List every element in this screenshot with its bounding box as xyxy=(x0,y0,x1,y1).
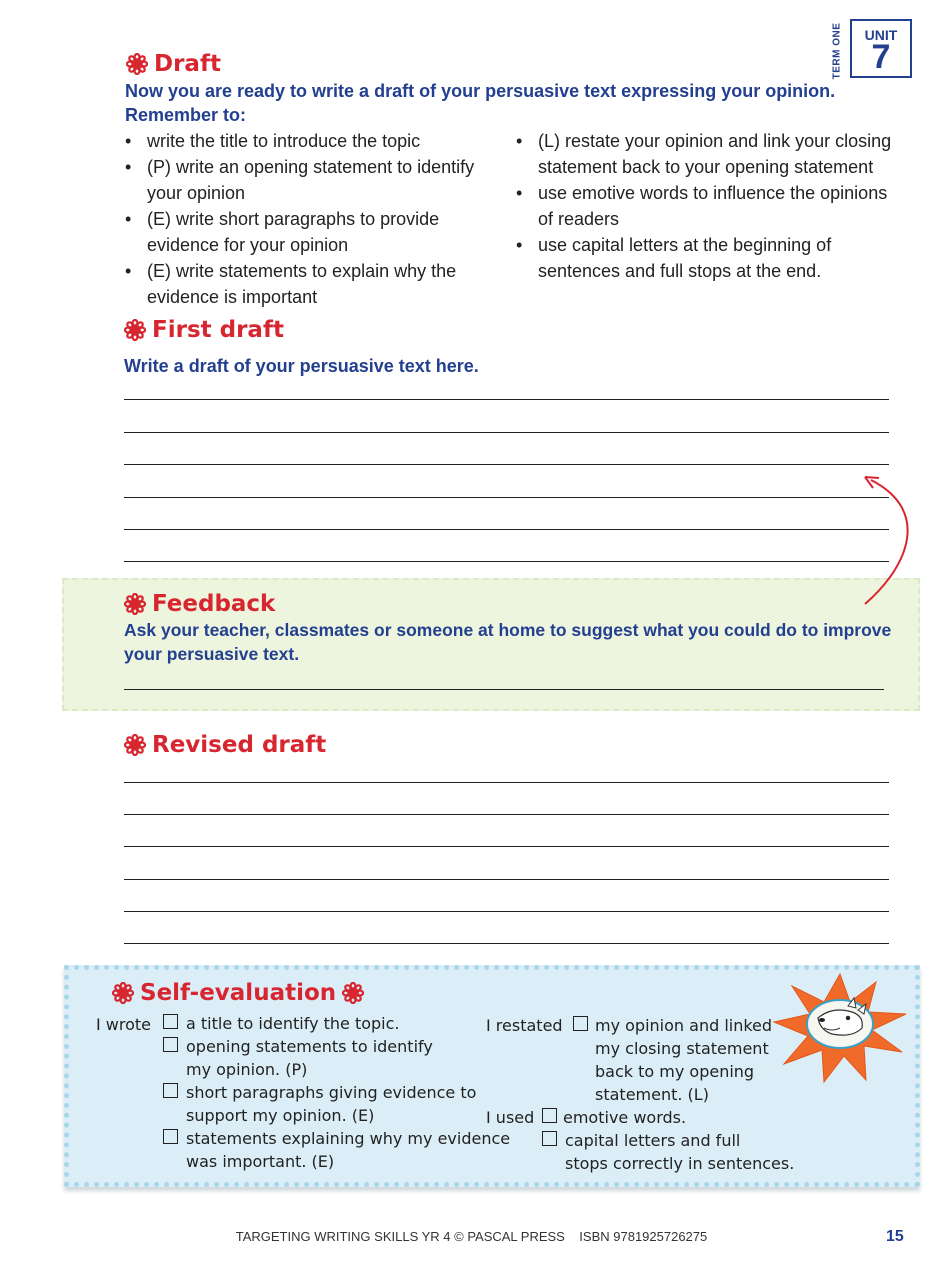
writing-line-11[interactable] xyxy=(124,911,889,912)
draft-intro: Now you are ready to write a draft of your persuasive text expressing your opinion. xyxy=(125,81,836,101)
restated-line-1: my opinion and linked xyxy=(595,1016,773,1035)
page-number: 15 xyxy=(886,1228,904,1245)
writing-line-2[interactable] xyxy=(124,432,889,433)
used-item-2-line-2: stops correctly in sentences. xyxy=(565,1154,795,1173)
term-label: TERM ONE xyxy=(831,22,843,80)
first-draft-instruction: Write a draft of your persuasive text here. xyxy=(124,356,479,376)
i-restated-label: I restated xyxy=(486,1016,563,1035)
draft-title: Draft xyxy=(154,51,221,77)
checkbox-capital-letters[interactable] xyxy=(542,1131,557,1146)
i-wrote-label: I wrote xyxy=(96,1015,152,1034)
flower-icon xyxy=(126,53,148,75)
writing-line-4[interactable] xyxy=(124,497,889,498)
wrote-item-1: a title to identify the topic. xyxy=(186,1014,400,1033)
writing-line-8[interactable] xyxy=(124,814,889,815)
star-mascot-icon xyxy=(772,972,908,1084)
flower-icon xyxy=(124,319,146,341)
writing-line-12[interactable] xyxy=(124,943,889,944)
checkbox-emotive-words[interactable] xyxy=(542,1108,557,1123)
writing-line-1[interactable] xyxy=(124,399,889,400)
revised-draft-heading xyxy=(124,731,326,759)
feedback-writing-line[interactable] xyxy=(124,689,884,690)
first-draft-title: First draft xyxy=(152,317,284,343)
unit-number: 7 xyxy=(871,38,891,76)
unit-badge xyxy=(850,19,912,78)
i-used-label: I used xyxy=(486,1108,535,1127)
feedback-title: Feedback xyxy=(152,591,276,617)
footer-text: TARGETING WRITING SKILLS YR 4 © PASCAL PRESS ISBN 9781925726275 xyxy=(235,1229,708,1244)
checkbox-statements-explaining[interactable] xyxy=(163,1129,178,1144)
flower-icon xyxy=(124,593,146,615)
list-item: • (P) write an opening statement to identify your opinion xyxy=(125,154,495,206)
list-item: • write the title to introduce the topic xyxy=(125,128,495,154)
draft-checklist-left xyxy=(125,128,495,310)
wrote-item-2-line-2: my opinion. (P) xyxy=(186,1060,308,1079)
writing-line-5[interactable] xyxy=(124,529,889,530)
used-item-2-line-1: capital letters and full xyxy=(565,1131,741,1150)
wrote-item-4-line-1: statements explaining why my evidence xyxy=(186,1129,511,1148)
draft-checklist-right xyxy=(516,128,896,284)
restated-line-3: back to my opening xyxy=(595,1062,755,1081)
revised-draft-title: Revised draft xyxy=(152,732,327,758)
unit-label: UNIT xyxy=(864,27,898,43)
writing-line-3[interactable] xyxy=(124,464,889,465)
checkbox-title[interactable] xyxy=(163,1014,178,1029)
wrote-item-4-line-2: was important. (E) xyxy=(186,1152,335,1171)
draft-heading xyxy=(126,50,221,78)
list-item: • (E) write statements to explain why the evidence is important xyxy=(125,258,495,310)
flower-icon xyxy=(112,982,134,1004)
self-evaluation-heading xyxy=(112,979,364,1007)
first-draft-heading xyxy=(124,316,284,344)
writing-line-6[interactable] xyxy=(124,561,889,562)
checkbox-opening-statements[interactable] xyxy=(163,1037,178,1052)
list-item: • (L) restate your opinion and link your closing statement back to your opening statement xyxy=(516,128,896,180)
wrote-item-2-line-1: opening statements to identify xyxy=(186,1037,433,1056)
writing-line-9[interactable] xyxy=(124,846,889,847)
flower-icon xyxy=(342,982,364,1004)
feedback-instruction-line-2: your persuasive text. xyxy=(124,644,300,664)
feedback-instruction-line-1: Ask your teacher, classmates or someone at home to suggest what you could do to improve xyxy=(124,620,892,640)
restated-line-4: statement. (L) xyxy=(595,1085,709,1104)
self-evaluation-title: Self-evaluation xyxy=(140,980,337,1006)
list-item: • use capital letters at the beginning of sentences and full stops at the end. xyxy=(516,232,896,284)
arrow-icon xyxy=(855,470,925,610)
flower-icon xyxy=(124,734,146,756)
used-item-1: emotive words. xyxy=(563,1108,687,1127)
feedback-heading xyxy=(124,590,275,618)
wrote-item-3-line-1: short paragraphs giving evidence to xyxy=(186,1083,477,1102)
wrote-item-3-line-2: support my opinion. (E) xyxy=(186,1106,375,1125)
restated-line-2: my closing statement xyxy=(595,1039,769,1058)
remember-label: Remember to: xyxy=(125,105,247,125)
list-item: • use emotive words to influence the opinions of readers xyxy=(516,180,896,232)
list-item: • (E) write short paragraphs to provide evidence for your opinion xyxy=(125,206,495,258)
checkbox-restated-opinion[interactable] xyxy=(573,1016,588,1031)
checkbox-short-paragraphs[interactable] xyxy=(163,1083,178,1098)
writing-line-7[interactable] xyxy=(124,782,889,783)
writing-line-10[interactable] xyxy=(124,879,889,880)
